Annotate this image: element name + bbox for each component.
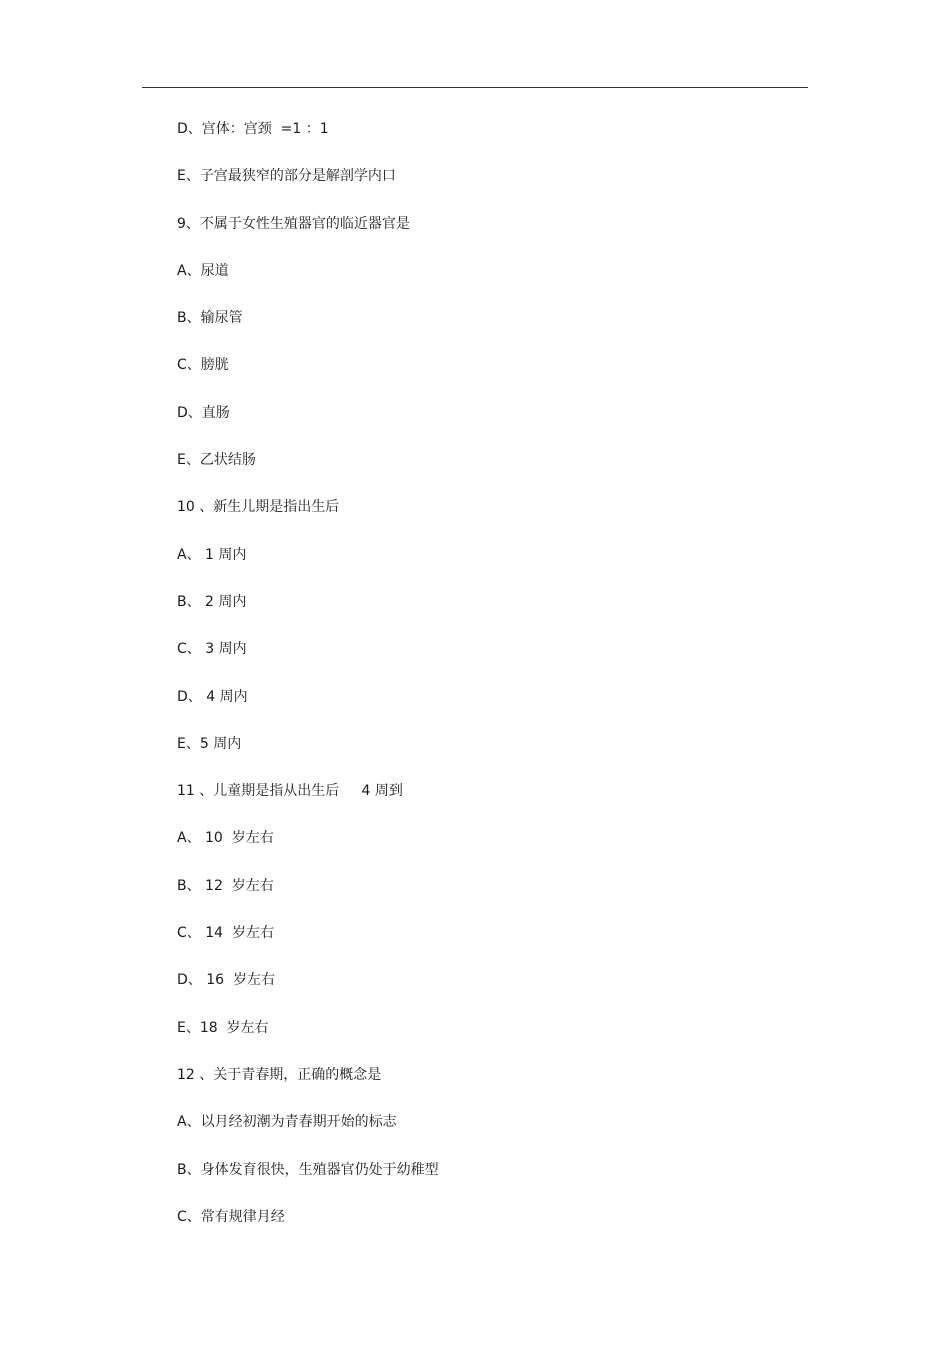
question-10: 10 、新生儿期是指出生后 <box>177 499 340 516</box>
q12-option-b: B、身体发育很快，生殖器官仍处于幼稚型 <box>177 1161 439 1178</box>
q9-option-b: B、输尿管 <box>177 310 243 327</box>
q9-option-d: D、直肠 <box>177 404 230 421</box>
q10-option-d: D、 4 周内 <box>177 688 248 705</box>
q9-option-e: E、乙状结肠 <box>177 452 256 469</box>
header-rule <box>142 87 808 88</box>
option-e-narrowest: E、子宫最狭窄的部分是解剖学内口 <box>177 168 396 185</box>
question-12: 12 、关于青春期，正确的概念是 <box>177 1066 382 1083</box>
q11-option-d: D、 16 岁左右 <box>177 972 275 989</box>
q11-option-e: E、18 岁左右 <box>177 1019 269 1036</box>
q11-option-a: A、 10 岁左右 <box>177 830 274 847</box>
q11-option-b: B、 12 岁左右 <box>177 877 274 894</box>
question-9: 9、不属于女性生殖器官的临近器官是 <box>177 215 410 232</box>
q10-option-e: E、5 周内 <box>177 735 242 752</box>
q11-option-c: C、 14 岁左右 <box>177 925 274 942</box>
q12-option-a: A、以月经初潮为青春期开始的标志 <box>177 1114 397 1131</box>
q12-option-c: C、常有规律月经 <box>177 1208 285 1225</box>
q9-option-a: A、尿道 <box>177 262 229 279</box>
option-d-ratio: D、宫体：宫颈 =1 ：1 <box>177 121 329 137</box>
question-11: 11 、儿童期是指从出生后 4 周到 <box>177 783 403 800</box>
q10-option-a: A、 1 周内 <box>177 546 247 563</box>
q9-option-c: C、膀胱 <box>177 357 229 374</box>
question-list <box>177 120 439 1255</box>
q10-option-c: C、 3 周内 <box>177 641 247 658</box>
q10-option-b: B、 2 周内 <box>177 593 247 610</box>
